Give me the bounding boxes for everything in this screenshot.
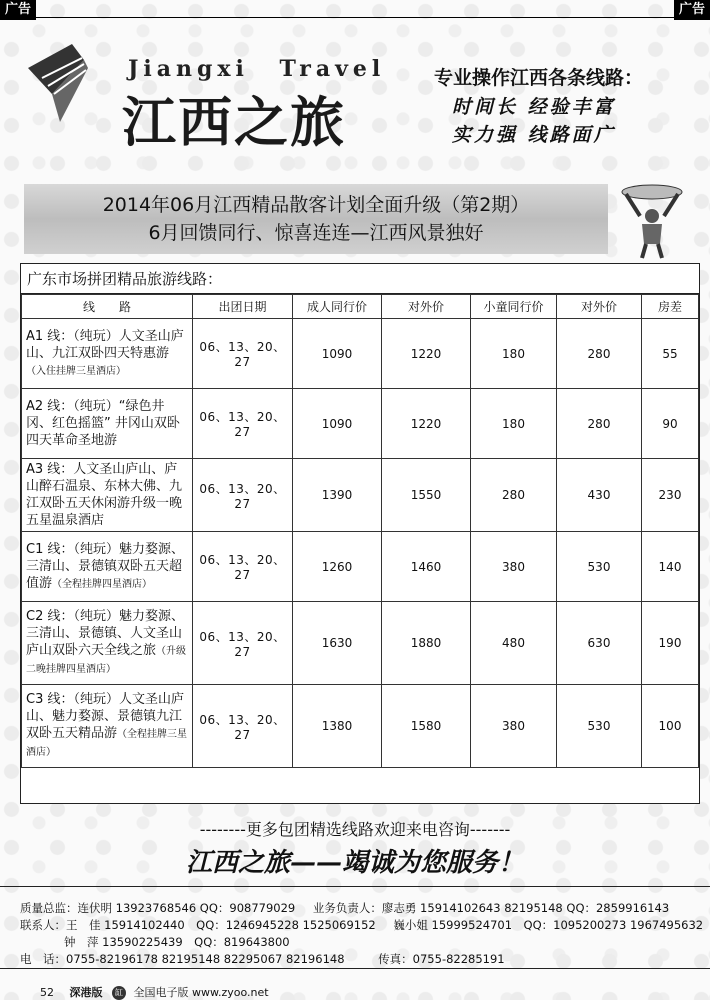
route-note: （全程挂牌三星酒店）: [26, 729, 188, 758]
service-slogan: 江西之旅——竭诚为您服务！: [185, 848, 524, 878]
adult-price-cell: 1630: [293, 602, 382, 685]
dates-cell: 06、13、20、27: [193, 459, 293, 532]
route-text: C1 线：（纯玩）魅力婺源、三清山、景德镇双卧五天超值游: [26, 541, 184, 591]
route-note: （升级二晚挂牌四星酒店）: [26, 646, 187, 675]
route-text: A1 线：（纯玩）人文圣山庐山、九江双卧四天特惠游: [26, 328, 184, 361]
table-row: [22, 459, 699, 532]
adult-price-cell: 1090: [293, 319, 382, 389]
routes-table: [20, 263, 700, 804]
header-adult-public: 对外价: [382, 295, 471, 319]
adult-price-cell: 1090: [293, 389, 382, 459]
table-row: [22, 319, 699, 389]
header-route: 线 路: [22, 295, 193, 319]
header-room-diff: 房差: [642, 295, 699, 319]
adult-price-cell: 1260: [293, 532, 382, 602]
child-price-cell: 480: [471, 602, 557, 685]
child-price-cell: 180: [471, 389, 557, 459]
table-row: [22, 685, 699, 768]
route-cell: [22, 459, 193, 532]
page-footer: [40, 984, 269, 1000]
header-child-public: 对外价: [557, 295, 642, 319]
table-row: [22, 389, 699, 459]
adult-price-cell: 1380: [293, 685, 382, 768]
route-note: （入住挂牌三星酒店）: [26, 365, 126, 377]
route-text: C2 线：（纯玩）魅力婺源、三清山、景德镇、人文圣山庐山双卧六天全线之旅: [26, 609, 184, 658]
child-public-cell: 280: [557, 389, 642, 459]
room-diff-cell: 90: [642, 389, 699, 459]
brand-english: Jiangxi Travel: [128, 56, 386, 82]
child-price-cell: 180: [471, 319, 557, 389]
route-cell: [22, 389, 193, 459]
ad-tag-right: 广告: [674, 0, 710, 20]
top-divider: [0, 17, 710, 18]
contact-zhong: 钟 萍 13590225439 QQ：819643800: [64, 935, 290, 949]
child-price-cell: 380: [471, 685, 557, 768]
room-diff-cell: 190: [642, 602, 699, 685]
brand-logo-icon: [22, 38, 92, 128]
dates-cell: 06、13、20、27: [193, 532, 293, 602]
adult-public-cell: 1580: [382, 685, 471, 768]
header-dates: 出团日期: [193, 295, 293, 319]
slogan-line-1: 时间长 经验丰富: [452, 96, 616, 118]
banner-title-1: 2014年06月江西精品散客计划全面升级（第2期）: [102, 194, 530, 216]
table-header-row: [22, 295, 699, 319]
dates-cell: 06、13、20、27: [193, 319, 293, 389]
child-price-cell: 280: [471, 459, 557, 532]
fax-number: 传真：0755-82285191: [378, 952, 505, 966]
contact-line-4: [20, 951, 505, 967]
dates-cell: 06、13、20、27: [193, 602, 293, 685]
route-text: C3 线：（纯玩）人文圣山庐山、魅力婺源、景德镇九江双卧五天精品游: [26, 692, 184, 741]
footer-divider: [0, 968, 710, 969]
child-public-cell: 280: [557, 319, 642, 389]
more-routes-note: --------更多包团精选线路欢迎来电咨询-------: [199, 820, 511, 839]
business-lead: 业务负责人：廖志勇 15914102643 82195148 QQ：2859916143: [312, 901, 670, 915]
adult-price-cell: 1390: [293, 459, 382, 532]
phone-numbers: 电 话：0755-82196178 82195148 82295067 82196148: [20, 952, 345, 966]
dates-cell: 06、13、20、27: [193, 685, 293, 768]
adult-public-cell: 1880: [382, 602, 471, 685]
slogan-heading: 专业操作江西各条线路：: [434, 67, 644, 89]
contact-wang: 联系人：王 佳 15914102440 QQ：1246945228 1525069152: [20, 918, 376, 932]
brand-chinese: 江西之旅: [122, 90, 346, 154]
header-adult-price: 成人同行价: [293, 295, 382, 319]
promo-banner: [24, 184, 608, 254]
contact-line-3: [64, 934, 290, 950]
table-title: 广东市场拼团精品旅游线路：: [21, 264, 699, 294]
room-diff-cell: 140: [642, 532, 699, 602]
child-public-cell: 630: [557, 602, 642, 685]
quality-director: 质量总监：连伏明 13923768546 QQ：908779029: [20, 901, 296, 915]
ad-tag-left: 广告: [0, 0, 36, 20]
site-link[interactable]: 全国电子版 www.zyoo.net: [133, 986, 269, 999]
child-public-cell: 430: [557, 459, 642, 532]
banner-title-2: 6月回馈同行、惊喜连连—江西风景独好: [148, 222, 484, 244]
room-diff-cell: 55: [642, 319, 699, 389]
route-cell: [22, 685, 193, 768]
adult-public-cell: 1220: [382, 389, 471, 459]
child-public-cell: 530: [557, 685, 642, 768]
person-lifting-icon: [612, 182, 690, 260]
page-number: 52: [40, 986, 54, 999]
route-cell: [22, 602, 193, 685]
edition-label: 深港版: [69, 986, 103, 999]
contact-divider: [0, 886, 710, 887]
adult-public-cell: 1220: [382, 319, 471, 389]
contact-line-2: [20, 917, 703, 933]
table-row: [22, 532, 699, 602]
route-note: （全程挂牌四星酒店）: [52, 578, 153, 590]
adult-public-cell: 1460: [382, 532, 471, 602]
edition-badge-icon: 缸: [112, 986, 126, 1000]
table-row: [22, 602, 699, 685]
child-public-cell: 530: [557, 532, 642, 602]
room-diff-cell: 230: [642, 459, 699, 532]
child-price-cell: 380: [471, 532, 557, 602]
slogan-line-2: 实力强 线路面广: [452, 124, 616, 146]
route-text: A3 线：人文圣山庐山、庐山醉石温泉、东林大佛、九江双卧五天休闲游升级一晚五星温泉酒店: [26, 462, 183, 528]
route-cell: [22, 532, 193, 602]
dates-cell: 06、13、20、27: [193, 389, 293, 459]
route-text: A2 线：（纯玩）“绿色井冈、红色摇篮” 井冈山双卧四天革命圣地游: [26, 399, 180, 448]
header-child-price: 小童同行价: [471, 295, 557, 319]
adult-public-cell: 1550: [382, 459, 471, 532]
route-cell: [22, 319, 193, 389]
contact-wei: 巍小姐 15999524701 QQ：1095200273 1967495632: [393, 918, 704, 932]
contact-line-1: [20, 900, 669, 916]
room-diff-cell: 100: [642, 685, 699, 768]
